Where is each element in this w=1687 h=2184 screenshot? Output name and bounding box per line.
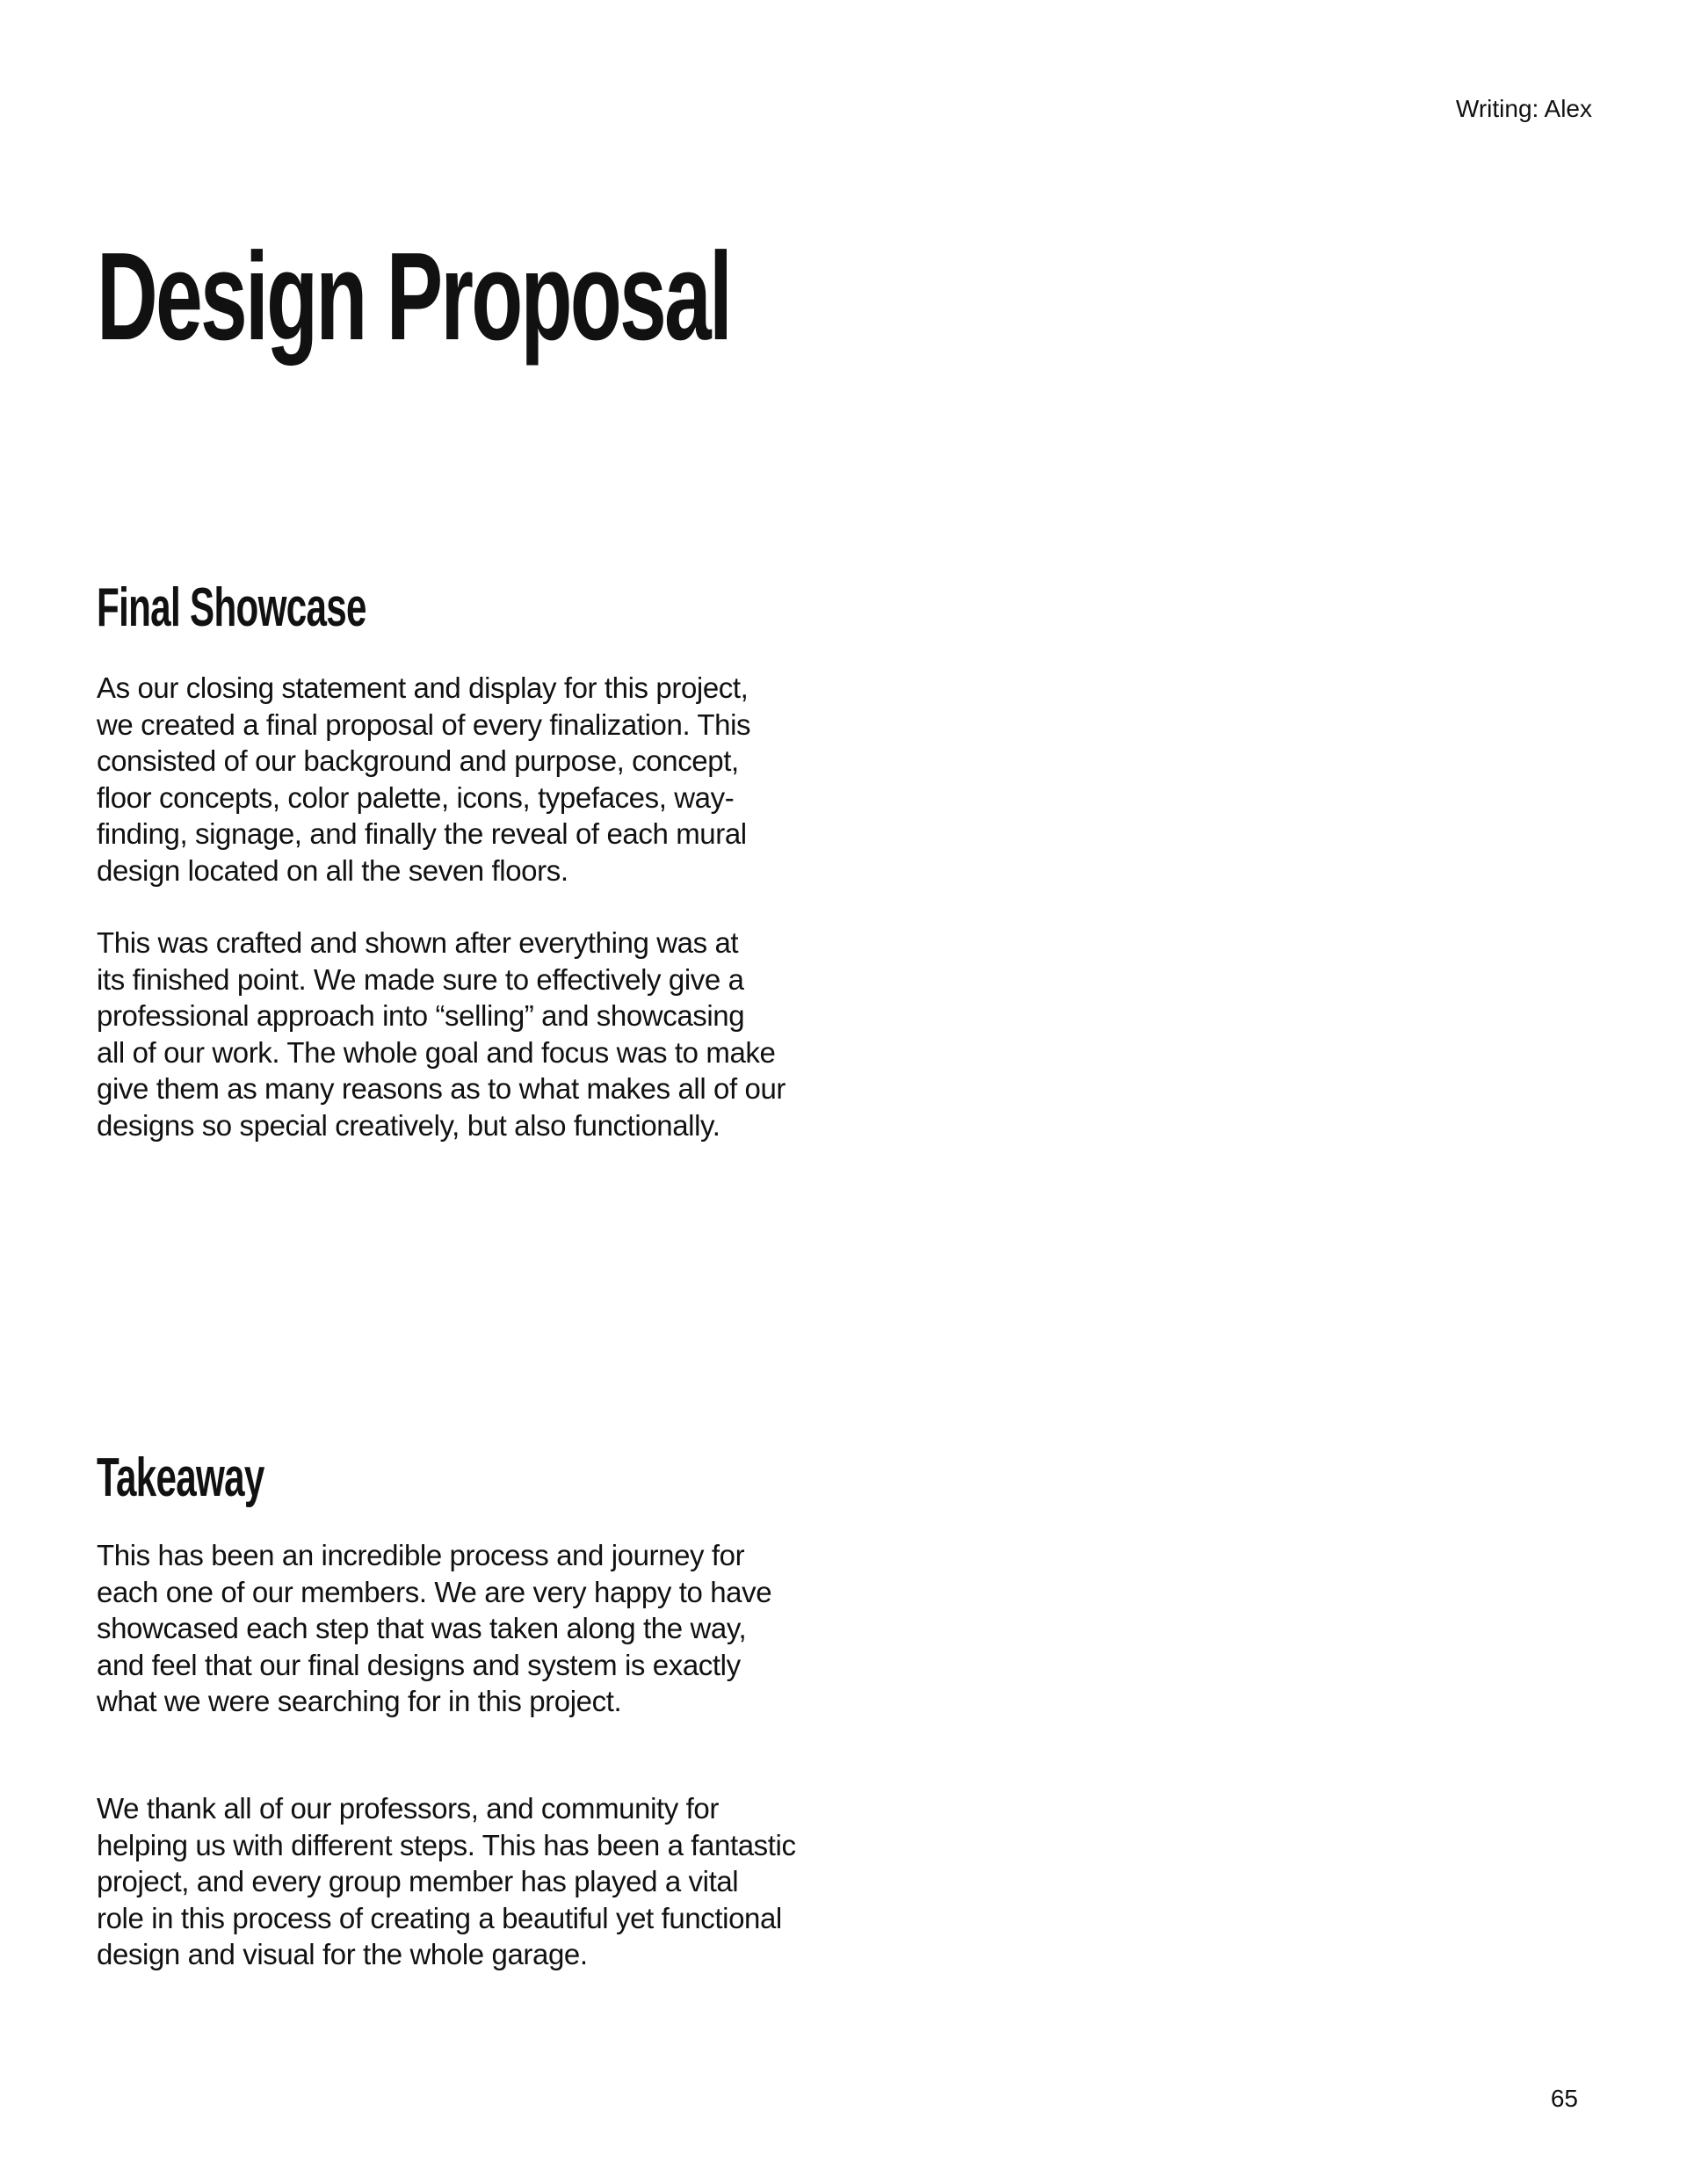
text-line: all of our work. The whole goal and focus was to make [97, 1035, 776, 1069]
page-number: 65 [1550, 2085, 1578, 2112]
text-line: floor concepts, color palette, icons, typefaces, way- [97, 780, 735, 814]
paragraph-takeaway-2 [97, 1790, 835, 1973]
text-line: finding, signage, and finally the reveal of each mural [97, 817, 747, 850]
text-line: what we were searching for in this project. [97, 1685, 622, 1717]
paragraph-takeaway-1 [97, 1537, 835, 1720]
author-credit: Writing: Alex [1455, 95, 1592, 122]
text-line: design located on all the seven floors. [97, 853, 568, 887]
text-line: its finished point. We made sure to effectively give a [97, 962, 744, 996]
page-title: Design Proposal [97, 227, 731, 366]
text-line: This was crafted and shown after everything was at [97, 926, 739, 959]
text-line: helping us with different steps. This has been a fantastic [97, 1828, 796, 1861]
text-line: showcased each step that was taken along the way, [97, 1612, 747, 1644]
paragraph-final-showcase-1 [97, 670, 835, 889]
text-line: role in this process of creating a beautiful yet functional [97, 1901, 782, 1934]
text-line: give them as many reasons as to what makes all of our [97, 1072, 786, 1105]
text-line: This has been an incredible process and journey for [97, 1539, 745, 1571]
text-line: consisted of our background and purpose, concept, [97, 744, 739, 777]
text-line: we created a final proposal of every finalization. This [97, 707, 751, 741]
text-line: professional approach into “selling” and showcasing [97, 999, 745, 1032]
text-line: and feel that our final designs and system is exactly [97, 1648, 741, 1681]
text-line: each one of our members. We are very happy to have [97, 1575, 772, 1608]
text-line: design and visual for the whole garage. [97, 1938, 588, 1970]
section-heading-final-showcase: Final Showcase [97, 577, 366, 638]
section-heading-takeaway: Takeaway [97, 1448, 264, 1508]
text-line: We thank all of our professors, and community for [97, 1792, 719, 1825]
text-line: designs so special creatively, but also functionally. [97, 1108, 720, 1142]
text-line: As our closing statement and display for this project, [97, 671, 749, 704]
text-line: project, and every group member has played a vital [97, 1865, 739, 1897]
paragraph-final-showcase-2 [97, 925, 835, 1143]
